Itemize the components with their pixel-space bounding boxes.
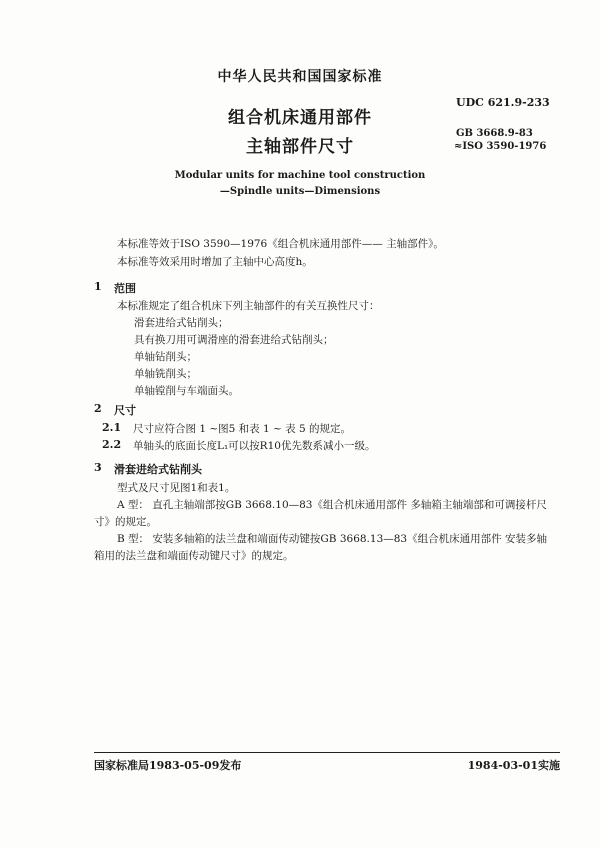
section-3-line-1: 型式及尺寸见图1和表1。 bbox=[117, 482, 236, 494]
iso-equivalent: ≈ISO 3590-1976 bbox=[454, 141, 547, 152]
issued-date: 国家标准局1983-05-09发布 bbox=[94, 759, 242, 772]
gb-code: GB 3668.9-83 bbox=[456, 128, 533, 139]
udc-code: UDC 621.9-233 bbox=[456, 96, 550, 109]
title-line-2: 主轴部件尺寸 bbox=[246, 137, 354, 157]
effective-date: 1984-03-01实施 bbox=[467, 759, 560, 772]
section-3-type-b-line-2: 箱用的法兰盘和端面传动键尺寸》的规定。 bbox=[94, 550, 294, 562]
standard-name: 中华人民共和国国家标准 bbox=[217, 69, 383, 85]
section-1-item: 具有换刀用可调滑座的滑套进给式钻削头； bbox=[134, 334, 334, 346]
section-1-title: 范围 bbox=[114, 282, 136, 295]
section-3-type-b-line-1: B 型： 安装多轴箱的法兰盘和端面传动键按GB 3668.13—83《组合机床通用部件 安装多轴 bbox=[117, 533, 547, 545]
english-title-line-2: —Spindle units—Dimensions bbox=[219, 186, 381, 197]
section-3-number: 3 bbox=[94, 461, 102, 474]
intro-line-2: 本标准等效采用时增加了主轴中心高度h。 bbox=[117, 256, 313, 268]
section-1-item: 滑套进给式钻削头； bbox=[134, 317, 229, 329]
section-3-title: 滑套进给式钻削头 bbox=[114, 463, 202, 476]
footer-rule bbox=[94, 752, 560, 753]
section-2-number: 2 bbox=[94, 402, 102, 415]
section-1-item: 单轴钻削头； bbox=[134, 351, 197, 363]
english-title-line-1: Modular units for machine tool construction bbox=[174, 170, 426, 181]
section-3-type-a-line-1: A 型： 直孔主轴端部按GB 3668.10—83《组合机床通用部件 多轴箱主轴端部和可调接杆尺 bbox=[117, 499, 547, 511]
section-2-1-number: 2.1 bbox=[102, 421, 122, 434]
section-3-type-a-line-2: 寸》的规定。 bbox=[94, 516, 157, 528]
section-1-text: 本标准规定了组合机床下列主轴部件的有关互换性尺寸： bbox=[117, 300, 380, 312]
section-2-1-text: 尺寸应符合图 1 ~图5 和表 1 ~ 表 5 的规定。 bbox=[133, 423, 352, 435]
section-1-item: 单轴镗削与车端面头。 bbox=[134, 385, 239, 397]
section-2-title: 尺寸 bbox=[114, 404, 136, 417]
intro-line-1: 本标准等效于ISO 3590—1976《组合机床通用部件—— 主轴部件》。 bbox=[117, 238, 444, 250]
section-1-item: 单轴铣削头； bbox=[134, 368, 197, 380]
section-2-2-text: 单轴头的底面长度L₁可以按R10优先数系减小一级。 bbox=[133, 440, 376, 452]
section-1-number: 1 bbox=[94, 280, 102, 293]
section-2-2-number: 2.2 bbox=[102, 438, 122, 451]
title-line-1: 组合机床通用部件 bbox=[228, 108, 372, 128]
